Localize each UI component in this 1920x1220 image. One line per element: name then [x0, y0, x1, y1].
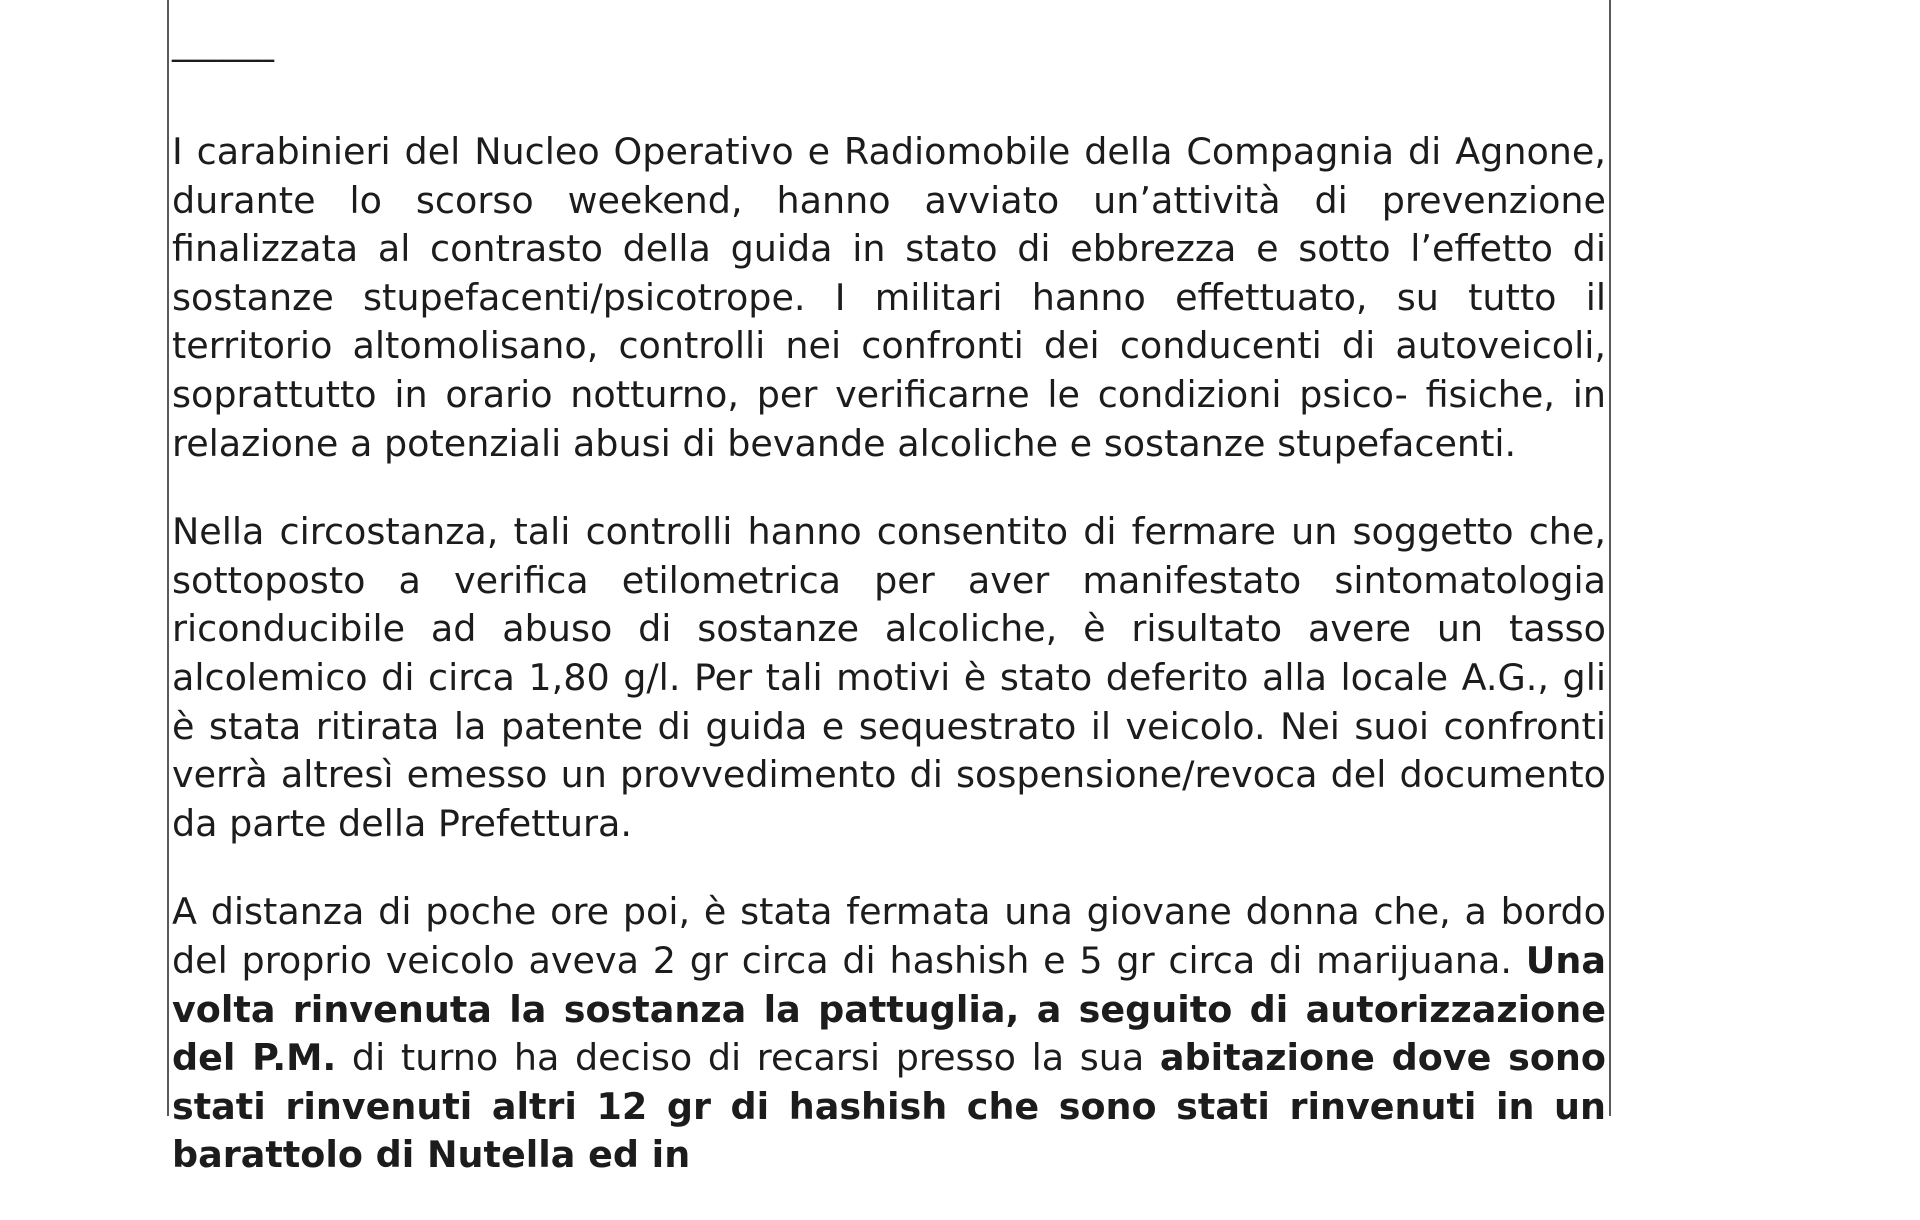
paragraph-alcohol-test: Nella circostanza, tali controlli hanno consentito di fermare un soggetto che, sottoposto a verifica etilometrica per aver manifestato sintomatologia riconducibile ad abuso di sostanze alcoliche, è risultato avere un tasso alcolemico di circa 1,80 g/l. Per tali motivi è stato deferito alla locale A.G., gli è stata ritirata la patente di guida e sequestrato il veicolo. Nei suoi confronti verrà altresì emesso un provvedimento di sospensione/revoca del documento da parte della Prefettura. — [172, 510, 1606, 845]
document-body — [172, 24, 1606, 1220]
paragraph-controls: I carabinieri del Nucleo Operativo e Radiomobile della Compagnia di Agnone, durante lo scorso weekend, hanno avviato un’attività di prevenzione finalizzata al contrasto della guida in stato di ebbrezza e sotto l’effetto di sostanze stupefacenti/psicotrope. I militari hanno effettuato, su tutto il territorio altomolisano, controlli nei confronti dei conducenti di autoveicoli, soprattutto in orario notturno, per verificarne le condizioni psico- fisiche, in relazione a potenziali abusi di bevande alcoliche e sostanze stupefacenti. — [172, 130, 1606, 465]
bold-text-segment: abitazione dove sono stati rinvenuti altri 12 gr di hashish che sono stati rinvenuti in un barattolo di Nutella ed in — [172, 1036, 1606, 1177]
text-segment: A distanza di poche ore poi, è stata fermata una giovane donna che, a bordo del proprio veicolo aveva 2 gr circa di hashish e 5 gr circa di marijuana. — [172, 890, 1606, 982]
text-segment: di turno ha deciso di recarsi presso la sua — [336, 1036, 1160, 1080]
bold-text-segment: Una volta rinvenuta la sostanza la pattuglia, a seguito di autorizzazione del P.M. — [172, 938, 1606, 1080]
paragraph-drug-seizure — [172, 888, 1606, 1180]
separator-line: ______ — [172, 23, 274, 63]
